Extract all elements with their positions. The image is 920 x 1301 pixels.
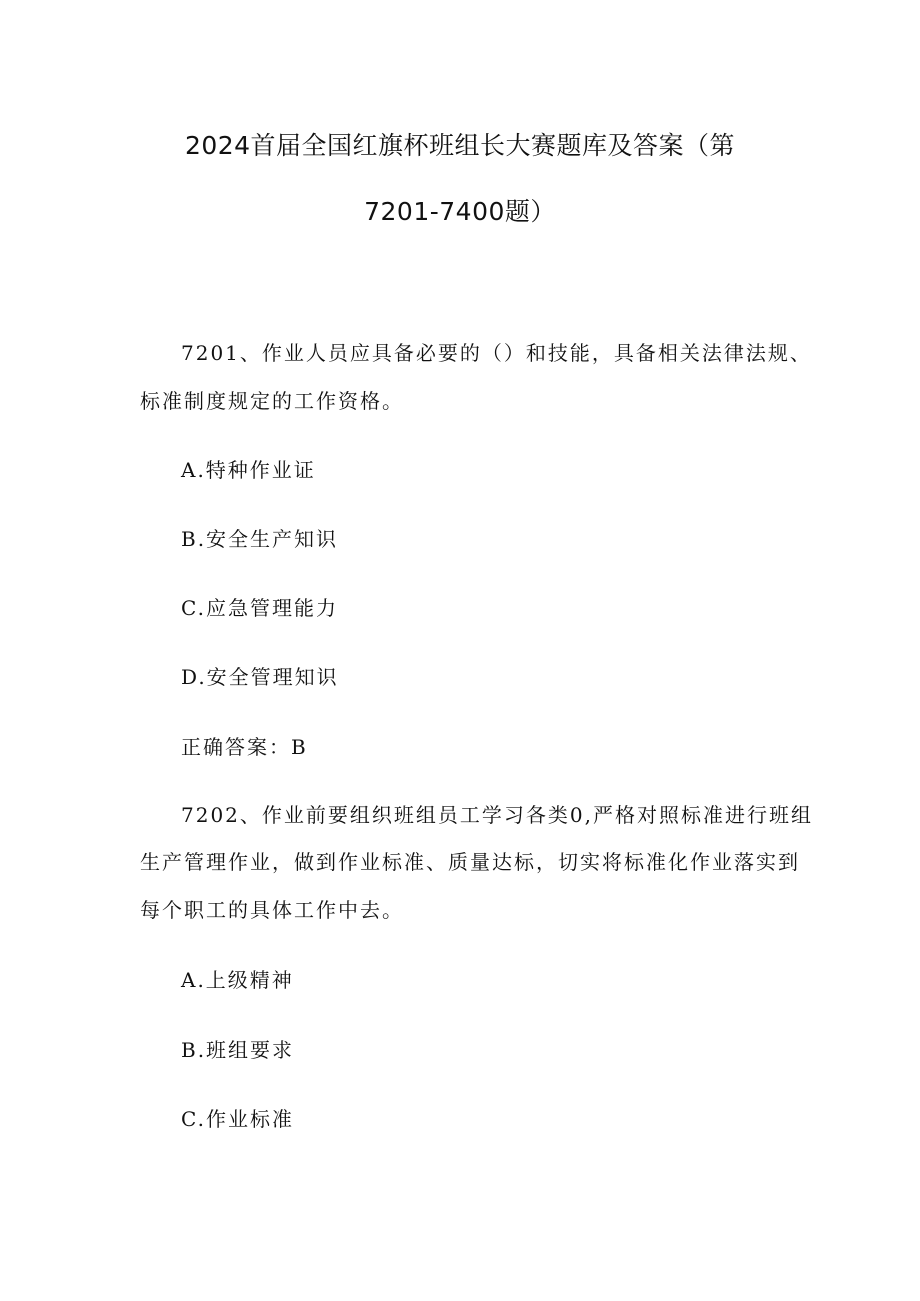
question-7201-line-1: 7201、作业人员应具备必要的（）和技能，具备相关法律法规、	[181, 341, 812, 365]
question-7202-option-b: B.班组要求	[181, 1038, 295, 1062]
question-7201-option-b: B.安全生产知识	[181, 527, 339, 551]
question-7202-line-2: 生产管理作业，做到作业标准、质量达标，切实将标准化作业落实到	[140, 850, 800, 874]
question-7202-line-1: 7202、作业前要组织班组员工学习各类0,严格对照标准进行班组	[181, 803, 813, 827]
question-7201-option-a: A.特种作业证	[181, 458, 316, 482]
question-7202-option-c: C.作业标准	[181, 1107, 294, 1131]
question-7202-line-3: 每个职工的具体工作中去。	[140, 898, 404, 922]
question-7201-option-d: D.安全管理知识	[181, 665, 339, 689]
question-7201-option-c: C.应急管理能力	[181, 596, 338, 620]
document-title-line-2: 7201-7400题）	[364, 197, 556, 226]
question-7201-answer: 正确答案：B	[181, 735, 308, 759]
document-title-line-1: 2024首届全国红旗杯班组长大赛题库及答案（第	[184, 131, 736, 160]
question-7202-option-a: A.上级精神	[181, 968, 294, 992]
question-7201-line-2: 标准制度规定的工作资格。	[140, 389, 404, 413]
